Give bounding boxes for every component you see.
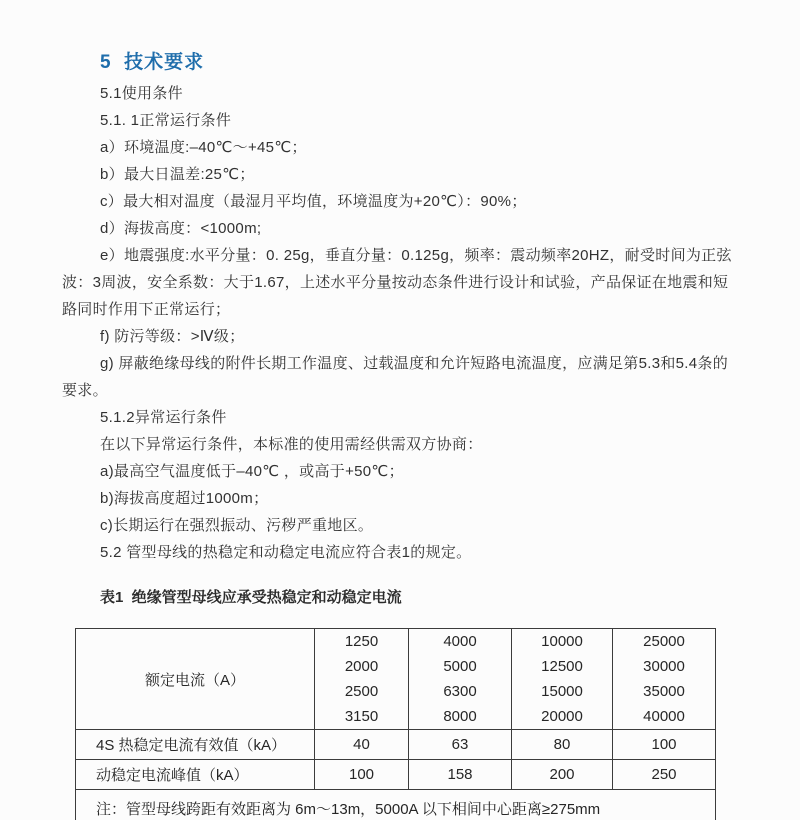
para-5-1-2-heading: 5.1.2异常运行条件 xyxy=(100,409,227,426)
table-row-note xyxy=(76,790,716,820)
rated-current-col-4 xyxy=(613,629,716,730)
item-c2-vibration-pollution: c)长期运行在强烈振动、污秽严重地区。 xyxy=(100,517,374,534)
rated-value: 25000 xyxy=(643,633,685,650)
thermal-stability-value: 40 xyxy=(315,730,409,760)
item-c-max-relative-humidity: c）最大相对温度（最湿月平均值，环境温度为+20℃）：90%； xyxy=(100,193,527,210)
item-d-altitude: d）海拔高度：<1000m; xyxy=(100,220,262,237)
rated-current-label-cell: 额定电流（A） xyxy=(76,629,315,730)
para-5-2-table-reference: 5.2 管型母线的热稳定和动稳定电流应符合表1的规定。 xyxy=(100,544,472,561)
rated-value: 10000 xyxy=(541,633,583,650)
rated-value: 15000 xyxy=(541,683,583,700)
dynamic-stability-value: 158 xyxy=(409,760,512,790)
rated-value: 35000 xyxy=(643,683,685,700)
rated-value: 6300 xyxy=(443,683,477,700)
table-row-dynamic-stability xyxy=(76,760,716,790)
rated-current-col-2 xyxy=(409,629,512,730)
thermal-stability-value: 63 xyxy=(409,730,512,760)
rated-value: 8000 xyxy=(443,708,477,725)
para-5-1-1-heading: 5.1. 1正常运行条件 xyxy=(100,112,232,129)
rated-current-col-3 xyxy=(512,629,613,730)
rated-value: 5000 xyxy=(443,658,477,675)
table-row-thermal-stability xyxy=(76,730,716,760)
document-body xyxy=(62,80,738,566)
item-a-ambient-temperature: a）环境温度:–40℃～+45℃； xyxy=(100,139,307,156)
rated-value: 2500 xyxy=(344,683,379,700)
para-abnormal-conditions-intro: 在以下异常运行条件，本标准的使用需经供需双方协商： xyxy=(100,436,483,453)
table-row-rated-current xyxy=(76,629,716,730)
thermal-stability-label: 4S 热稳定电流有效值（kA） xyxy=(76,730,315,760)
table1-caption: 表1 绝缘管型母线应承受热稳定和动稳定电流 xyxy=(100,589,402,606)
para-5-1-heading: 5.1使用条件 xyxy=(100,85,183,102)
rated-value: 12500 xyxy=(541,658,583,675)
table1-current-ratings xyxy=(75,628,716,820)
rated-value: 30000 xyxy=(643,658,685,675)
item-a2-max-air-temperature: a)最高空气温度低于–40℃ ，或高于+50℃； xyxy=(100,463,404,480)
rated-value: 1250 xyxy=(344,633,379,650)
rated-value: 20000 xyxy=(541,708,583,725)
rated-value: 4000 xyxy=(443,633,477,650)
section-heading: 5 技术要求 xyxy=(100,52,205,73)
thermal-stability-value: 80 xyxy=(512,730,613,760)
table-note: 注：管型母线跨距有效距离为 6m～13m，5000A 以下相间中心距离≥275mm xyxy=(76,790,716,820)
thermal-stability-value: 100 xyxy=(613,730,716,760)
dynamic-stability-value: 100 xyxy=(315,760,409,790)
dynamic-stability-label: 动稳定电流峰值（kA） xyxy=(76,760,315,790)
dynamic-stability-value: 250 xyxy=(613,760,716,790)
dynamic-stability-value: 200 xyxy=(512,760,613,790)
item-e-seismic-intensity: e）地震强度:水平分量：0. 25g，垂直分量：0.125g，频率：震动频率20HZ，耐受时间为正弦波：3周波，安全系数：大于1.67，上述水平分量按动态条件进行设计和试验，产品保证在地震和短路同时作用下正常运行； xyxy=(62,247,732,318)
item-f-pollution-class: f) 防污等级：>Ⅳ级； xyxy=(100,328,245,345)
rated-value: 40000 xyxy=(643,708,685,725)
rated-current-col-1 xyxy=(315,629,409,730)
item-b-max-daily-temp-diff: b）最大日温差:25℃； xyxy=(100,166,255,183)
item-b2-altitude-over-1000m: b)海拔高度超过1000m； xyxy=(100,490,269,507)
item-g-accessory-temperature: g) 屏蔽绝缘母线的附件长期工作温度、过载温度和允许短路电流温度，应满足第5.3和5.4条的要求。 xyxy=(62,355,729,399)
rated-value: 2000 xyxy=(344,658,379,675)
rated-value: 3150 xyxy=(344,708,379,725)
